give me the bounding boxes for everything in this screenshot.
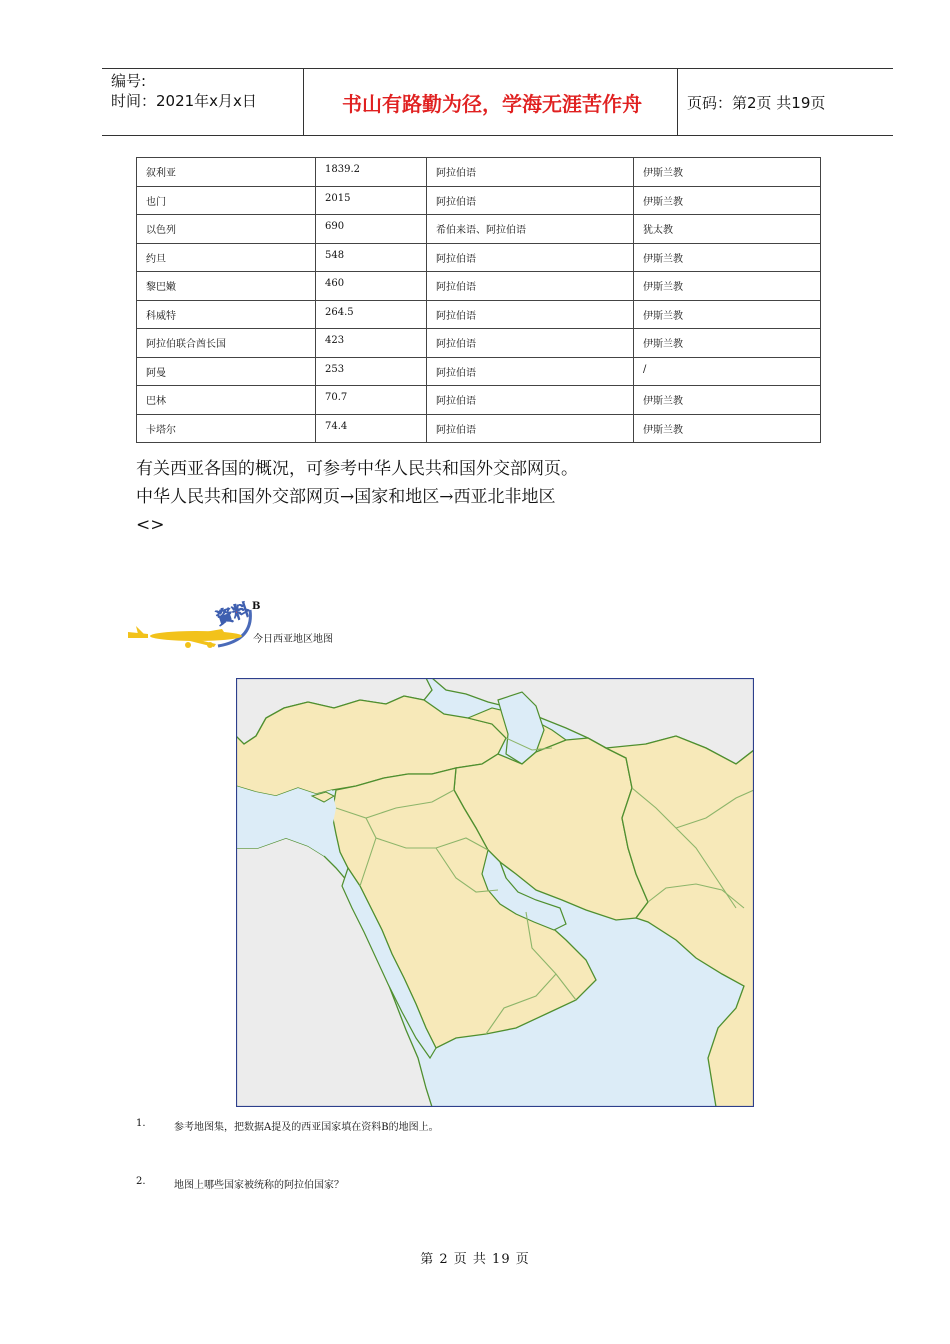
table-cell: 阿拉伯语 xyxy=(427,414,634,443)
table-cell: 犹太教 xyxy=(634,215,821,244)
table-row xyxy=(137,215,821,244)
table-cell: 伊斯兰教 xyxy=(634,243,821,272)
doc-time-label: 时间：2021年x月x日 xyxy=(111,92,257,110)
table-cell: 黎巴嫩 xyxy=(137,272,316,301)
table-cell: 阿拉伯语 xyxy=(427,386,634,415)
map-caption: 今日西亚地区地图 xyxy=(253,634,333,645)
table-cell: 以色列 xyxy=(137,215,316,244)
table-cell: 伊斯兰教 xyxy=(634,386,821,415)
table-cell: 阿拉伯语 xyxy=(427,186,634,215)
table-row xyxy=(137,329,821,358)
question-1-number: 1. xyxy=(136,1118,146,1129)
table-cell: 伊斯兰教 xyxy=(634,300,821,329)
table-cell: 伊斯兰教 xyxy=(634,186,821,215)
header-motto: 书山有路勤为径，学海无涯苦作舟 xyxy=(342,91,642,116)
reference-path[interactable]: 中华人民共和国外交部网页→国家和地区→西亚北非地区 xyxy=(136,487,556,507)
table-cell: 希伯来语、阿拉伯语 xyxy=(427,215,634,244)
table-cell: 阿曼 xyxy=(137,357,316,386)
table-row xyxy=(137,414,821,443)
question-2-number: 2. xyxy=(136,1176,146,1187)
table-cell: 253 xyxy=(316,357,427,386)
question-2-text: 地图上哪些国家被统称的阿拉伯国家？ xyxy=(174,1180,344,1191)
table-cell: 伊斯兰教 xyxy=(634,272,821,301)
table-cell: 科威特 xyxy=(137,300,316,329)
table-cell: 1839.2 xyxy=(316,158,427,187)
country-table xyxy=(136,157,821,443)
logo-text: 資料 xyxy=(213,600,253,630)
page-footer: 第 2 页 共 19 页 xyxy=(420,1252,530,1267)
west-asia-map xyxy=(236,678,754,1107)
table-cell: 2015 xyxy=(316,186,427,215)
header-page-code: 页码：第2页 共19页 xyxy=(687,93,826,112)
table-cell: 阿拉伯语 xyxy=(427,243,634,272)
table-cell: 548 xyxy=(316,243,427,272)
table-row xyxy=(137,272,821,301)
table-cell: 巴林 xyxy=(137,386,316,415)
question-1-text: 参考地图集，把数据A提及的西亚国家填在资料B的地图上。 xyxy=(174,1122,439,1133)
table-cell: 70.7 xyxy=(316,386,427,415)
header-divider xyxy=(303,69,304,135)
table-cell: 阿拉伯语 xyxy=(427,272,634,301)
table-cell: 叙利亚 xyxy=(137,158,316,187)
table-cell: 阿拉伯语 xyxy=(427,357,634,386)
table-cell: 423 xyxy=(316,329,427,358)
table-cell: 伊斯兰教 xyxy=(634,414,821,443)
table-row xyxy=(137,300,821,329)
table-cell: 伊斯兰教 xyxy=(634,158,821,187)
table-cell: 阿拉伯联合酋长国 xyxy=(137,329,316,358)
table-cell: 阿拉伯语 xyxy=(427,300,634,329)
table-cell: 卡塔尔 xyxy=(137,414,316,443)
table-row xyxy=(137,158,821,187)
reference-text: 有关西亚各国的概况，可参考中华人民共和国外交部网页。 xyxy=(136,459,578,479)
table-cell: 阿拉伯语 xyxy=(427,329,634,358)
header-meta xyxy=(111,71,257,111)
table-cell: 264.5 xyxy=(316,300,427,329)
table-cell: 也门 xyxy=(137,186,316,215)
table-cell: 阿拉伯语 xyxy=(427,158,634,187)
table-cell: 约旦 xyxy=(137,243,316,272)
table-cell: 690 xyxy=(316,215,427,244)
table-cell: 74.4 xyxy=(316,414,427,443)
table-row xyxy=(137,357,821,386)
page-header xyxy=(102,68,893,136)
table-row xyxy=(137,186,821,215)
table-cell: 460 xyxy=(316,272,427,301)
reference-link[interactable]: <> xyxy=(136,515,165,535)
table-cell: 伊斯兰教 xyxy=(634,329,821,358)
doc-number-label: 编号: xyxy=(111,72,147,90)
resource-letter: B xyxy=(252,601,261,612)
table-row xyxy=(137,243,821,272)
table-row xyxy=(137,386,821,415)
table-cell: / xyxy=(634,357,821,386)
